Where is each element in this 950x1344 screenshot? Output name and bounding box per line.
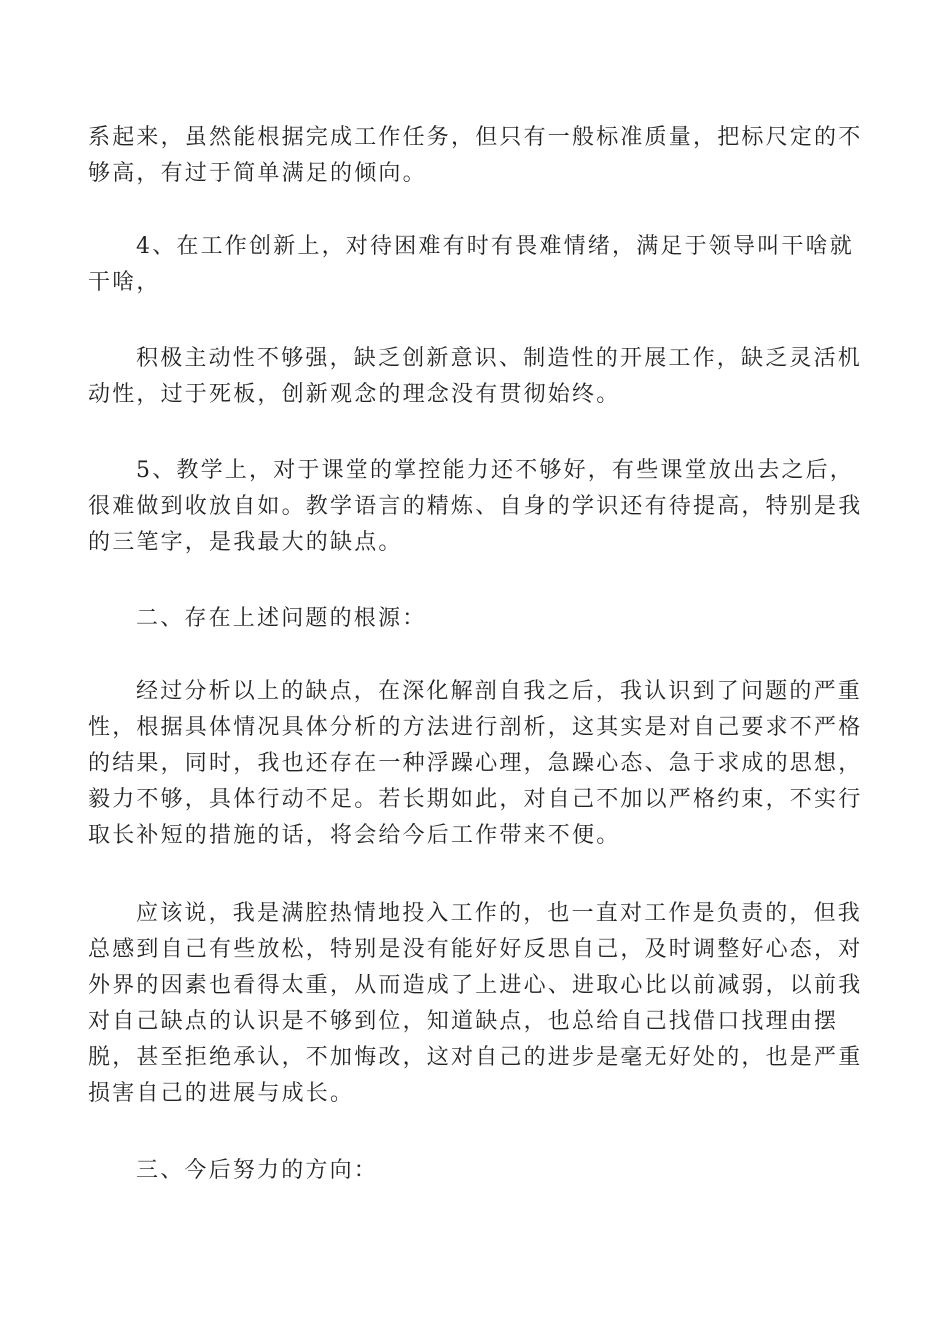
section-heading-3: 三、今后努力的方向： [136, 1158, 379, 1183]
paragraph-item-4: 4、在工作创新上，对待困难有时有畏难情绪，满足于领导叫干啥就干啥， [88, 234, 854, 295]
paragraph-initiative: 积极主动性不够强，缺乏创新意识、制造性的开展工作，缺乏灵活机动性，过于死板，创新观念的理念没有贯彻始终。 [88, 346, 863, 407]
section-heading-2: 二、存在上述问题的根源： [136, 606, 427, 631]
paragraph-analysis: 经过分析以上的缺点，在深化解剖自我之后，我认识到了问题的严重性，根据具体情况具体分析的方法进行剖析，这其实是对自己要求不严格的结果，同时，我也还存在一种浮躁心理，急躁心态、急于求成的思想，毅力不够，具体行动不足。若长期如此，对自己不加以严格约束，不实行取长补短的措施的话，将会给今后工作带来不便。 [88, 679, 863, 848]
paragraph-continuation: 系起来，虽然能根据完成工作任务，但只有一般标准质量，把标尺定的不够高，有过于简单满足的倾向。 [88, 125, 863, 186]
paragraph-item-5: 5、教学上，对于课堂的掌控能力还不够好，有些课堂放出去之后，很难做到收放自如。教学语言的精炼、自身的学识还有待提高，特别是我的三笔字，是我最大的缺点。 [88, 458, 863, 555]
paragraph-reflection: 应该说，我是满腔热情地投入工作的，也一直对工作是负责的，但我总感到自己有些放松，特别是没有能好好反思自己，及时调整好心态，对外界的因素也看得太重，从而造成了上进心、进取心比以前减弱，以前我对自己缺点的认识是不够到位，知道缺点，也总给自己找借口找理由摆脱，甚至拒绝承认，不加悔改，这对自己的进步是毫无好处的，也是严重损害自己的进展与成长。 [88, 901, 863, 1106]
